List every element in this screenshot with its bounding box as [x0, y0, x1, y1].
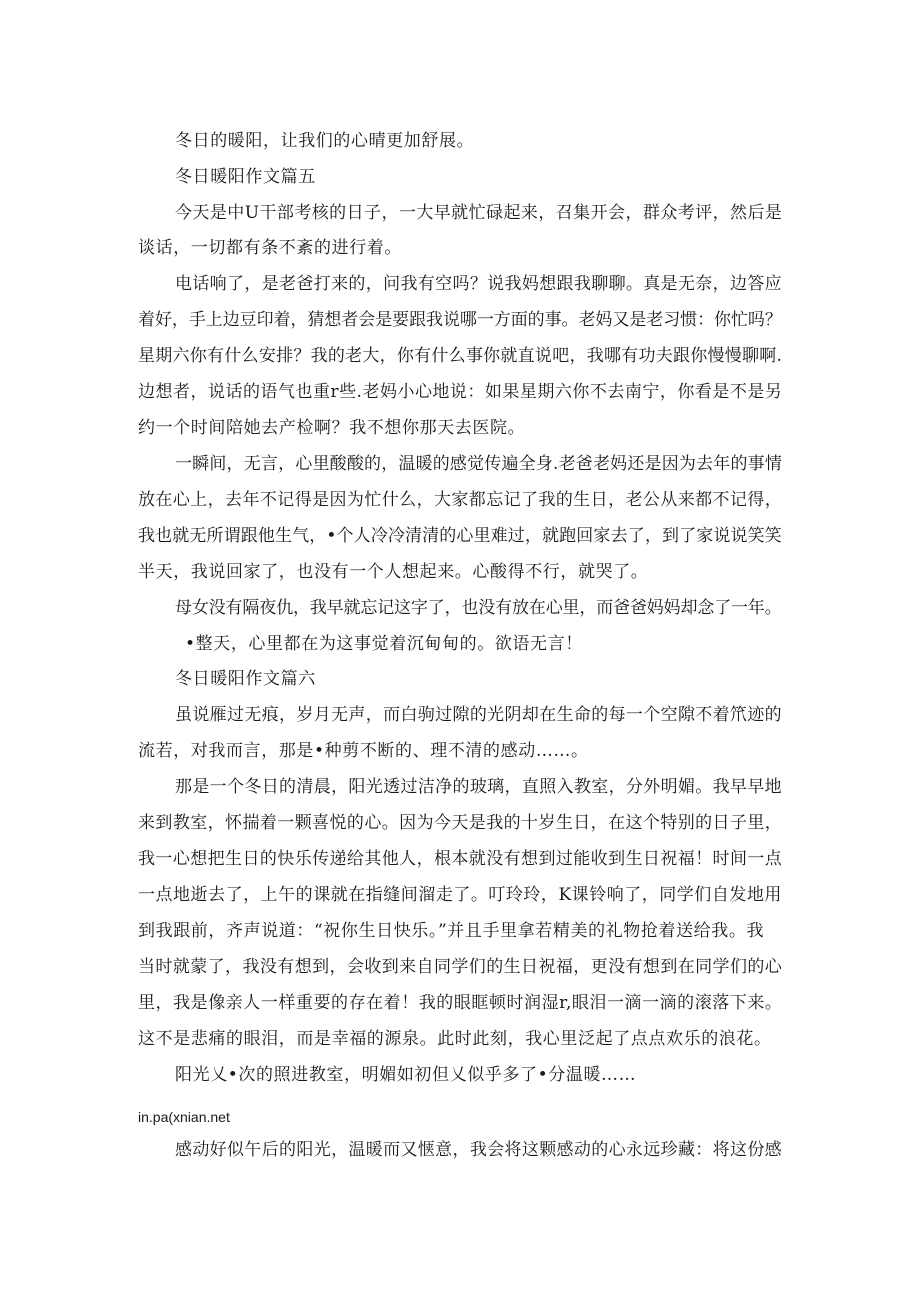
paragraph-line: 放在心上，去年不记得是因为忙什么，大家都忘记了我的生日，老公从来都不记得，: [138, 490, 783, 510]
paragraph-line: 来到教室，怀揣着一颗喜悦的心。因为今天是我的十岁生日，在这个特别的日子里，: [138, 813, 783, 833]
paragraph-line: •整天，心里都在为这事觉着沉甸甸的。欲语无言！: [185, 634, 583, 654]
paragraph-line: 这不是悲痛的眼泪，而是幸福的源泉。此时此刻，我心里泛起了点点欢乐的浪花。: [138, 1029, 772, 1049]
paragraph-line: 谈话，一切都有条不紊的进行着。: [138, 238, 402, 258]
section-heading: 冬日暖阳作文篇六: [175, 669, 316, 689]
paragraph-line: 那是一个冬日的清晨，阳光透过洁净的玻璃，直照入教室，分外明媚。我早早地: [175, 777, 782, 797]
paragraph-line: 到我跟前，齐声说道：“祝你生日快乐。”并且手里拿若精美的礼物抢着送给我。我: [138, 921, 765, 941]
paragraph-line: 今天是中U干部考核的日子，一大早就忙碌起来，召集开会，群众考评，然后是: [175, 203, 783, 223]
paragraph-line: 里，我是像亲人一样重要的存在着！我的眼眶顿时润湿r,眼泪一滴一滴的滚落下来。: [138, 993, 783, 1013]
paragraph-line: 边想者，说话的语气也重r些.老妈小心地说：如果星期六你不去南宁，你看是不是另: [138, 382, 783, 402]
paragraph-line: 我也就无所谓跟他生气，•个人冷冷清清的心里难过，就跑回家去了，到了家说说笑笑: [138, 526, 782, 546]
paragraph-line: 流若，对我而言，那是•种剪不断的、理不清的感动……。: [138, 741, 589, 761]
source-url-text: in.pa(xnian.net: [138, 1109, 230, 1125]
paragraph-line: 一点地逝去了，上午的课就在指缝间溜走了。叮玲玲，K课铃响了，同学们自发地用: [138, 885, 782, 905]
paragraph-line: 虽说雁过无痕，岁月无声，而白驹过隙的光阴却在生命的每一个空隙不着笊迹的: [175, 705, 782, 725]
paragraph-line: 着好，手上边豆印着，猜想者会是要跟我说哪一方面的事。老妈又是老习惯：你忙吗？: [138, 310, 782, 330]
paragraph-line: 当时就蒙了，我没有想到，会收到来自同学们的生日祝福，更没有想到在同学们的心: [138, 957, 783, 977]
paragraph-line: 阳光乂•次的照进教室，明媚如初但乂似乎多了•分温暖……: [175, 1065, 637, 1085]
paragraph-line: 一瞬间，无言，心里酸酸的，温暖的感觉传遍全身.老爸老妈还是因为去年的事情: [175, 454, 783, 474]
paragraph-line: 感动好似午后的阳光，温暖而又惬意，我会将这颗感动的心永远珍藏：将这份感: [175, 1140, 782, 1160]
paragraph-line: 半天，我说回家了，也没有一个人想起来。心酸得不行，就哭了。: [138, 562, 649, 582]
paragraph-line: 约一个时间陪她去产检啊？我不想你那天去医院。: [138, 418, 526, 438]
paragraph-line: 母女没有隔夜仇，我早就忘记这字了，也没有放在心里，而爸爸妈妈却念了一年。: [175, 598, 782, 618]
section-heading: 冬日暖阳作文篇五: [175, 167, 316, 187]
paragraph-line: 星期六你有什么安排？我的老大，你有什么事你就直说吧，我哪有功夫跟你慢慢聊啊.: [138, 346, 783, 366]
paragraph-line: 冬日的暖阳，让我们的心晴更加舒展。: [175, 131, 475, 151]
paragraph-line: 我一心想把生日的快乐传递给其他人，根本就没有想到过能收到生日祝福！时间一点: [138, 849, 783, 869]
paragraph-line: 电话响了，是老爸打来的，问我有空吗？说我妈想跟我聊聊。真是无奈，边答应: [175, 274, 782, 294]
